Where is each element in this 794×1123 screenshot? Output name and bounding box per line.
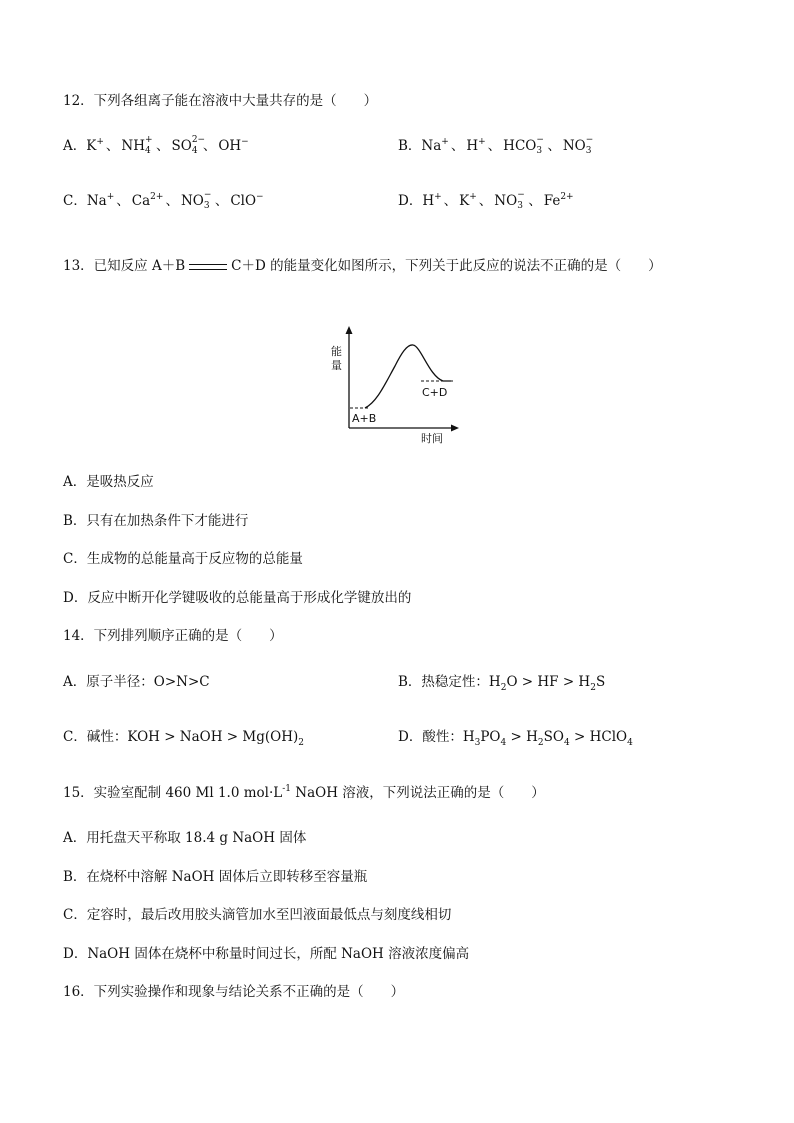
products-label: C+D bbox=[422, 386, 448, 399]
question-15-stem: 15．实验室配制 460 Ml 1.0 $mol\cdot L^{-1}$ NaOH 溶液，下列说法正确的是（ ） bbox=[63, 784, 545, 801]
option-b-label: B． bbox=[398, 138, 422, 154]
option-a-label: A． bbox=[63, 138, 87, 154]
question-16-stem: 16．下列实验操作和现象与结论关系不正确的是（ ） bbox=[63, 984, 405, 1000]
question-12-option-c: C．Na+ 、 $Ca^{2+}$ 、 NO − 3 、 ClO− bbox=[63, 189, 264, 211]
x-axis-arrow-icon bbox=[451, 425, 459, 432]
question-13-option-c: C．生成物的总能量高于反应物的总能量 bbox=[63, 551, 303, 567]
question-13-option-d: D．反应中断开化学键吸收的总能量高于形成化学键放出的 bbox=[63, 590, 412, 606]
energy-diagram bbox=[325, 324, 465, 448]
question-14-option-b: B．热稳定性：$H_2O$ > HF > $H_2S$ bbox=[398, 674, 606, 693]
y-axis-label-1: 能 bbox=[331, 345, 342, 358]
question-14-option-c: C．碱性：KOH > NaOH > $Mg(OH)_2$ bbox=[63, 729, 304, 748]
question-15-option-d: D．NaOH 固体在烧杯中称量时间过长，所配 NaOH 溶液浓度偏高 bbox=[63, 946, 470, 962]
question-12-option-a: A．K+ 、 NH + 4 、 SO 2− 4 、 OH− bbox=[63, 134, 249, 156]
question-14-option-a: A．原子半径：O>N>C bbox=[63, 674, 210, 690]
question-15-option-c: C．定容时，最后改用胶头滴管加水至凹液面最低点与刻度线相切 bbox=[63, 907, 452, 923]
question-15-option-b: B．在烧杯中溶解 NaOH 固体后立即转移至容量瓶 bbox=[63, 869, 368, 885]
question-14-stem: 14．下列排列顺序正确的是（ ） bbox=[63, 628, 283, 644]
question-12-stem: 12．下列各组离子能在溶液中大量共存的是（ ） bbox=[63, 93, 378, 109]
option-d-label: D． bbox=[398, 193, 423, 209]
equilibrium-sign bbox=[189, 264, 227, 270]
question-12-option-b: B．Na+ 、 H+ 、 HCO − 3 、 NO − 3 bbox=[398, 134, 594, 156]
reactants-label: A+B bbox=[352, 412, 377, 425]
question-13-stem: 13．已知反应 A＋B C＋D 的能量变化如图所示，下列关于此反应的说法不正确的是（ ） bbox=[63, 258, 662, 274]
x-axis-label: 时间 bbox=[421, 432, 443, 445]
y-axis-label-2: 量 bbox=[331, 359, 342, 372]
question-15-option-a: A．用托盘天平称取 18.4 g NaOH 固体 bbox=[63, 830, 307, 846]
question-13-option-a: A．是吸热反应 bbox=[63, 474, 154, 490]
option-c-label: C． bbox=[63, 193, 87, 209]
question-14-option-d: D．酸性：$H_3PO_4 > H_2SO_4$ > HClO$_4$ bbox=[398, 729, 633, 748]
y-axis-arrow-icon bbox=[346, 326, 353, 334]
question-13-option-b: B．只有在加热条件下才能进行 bbox=[63, 513, 249, 529]
question-12-option-d: D．H+ 、 K+ 、 NO − 3 、 $Fe^{2+}$ bbox=[398, 189, 574, 211]
energy-diagram-svg bbox=[325, 324, 465, 448]
